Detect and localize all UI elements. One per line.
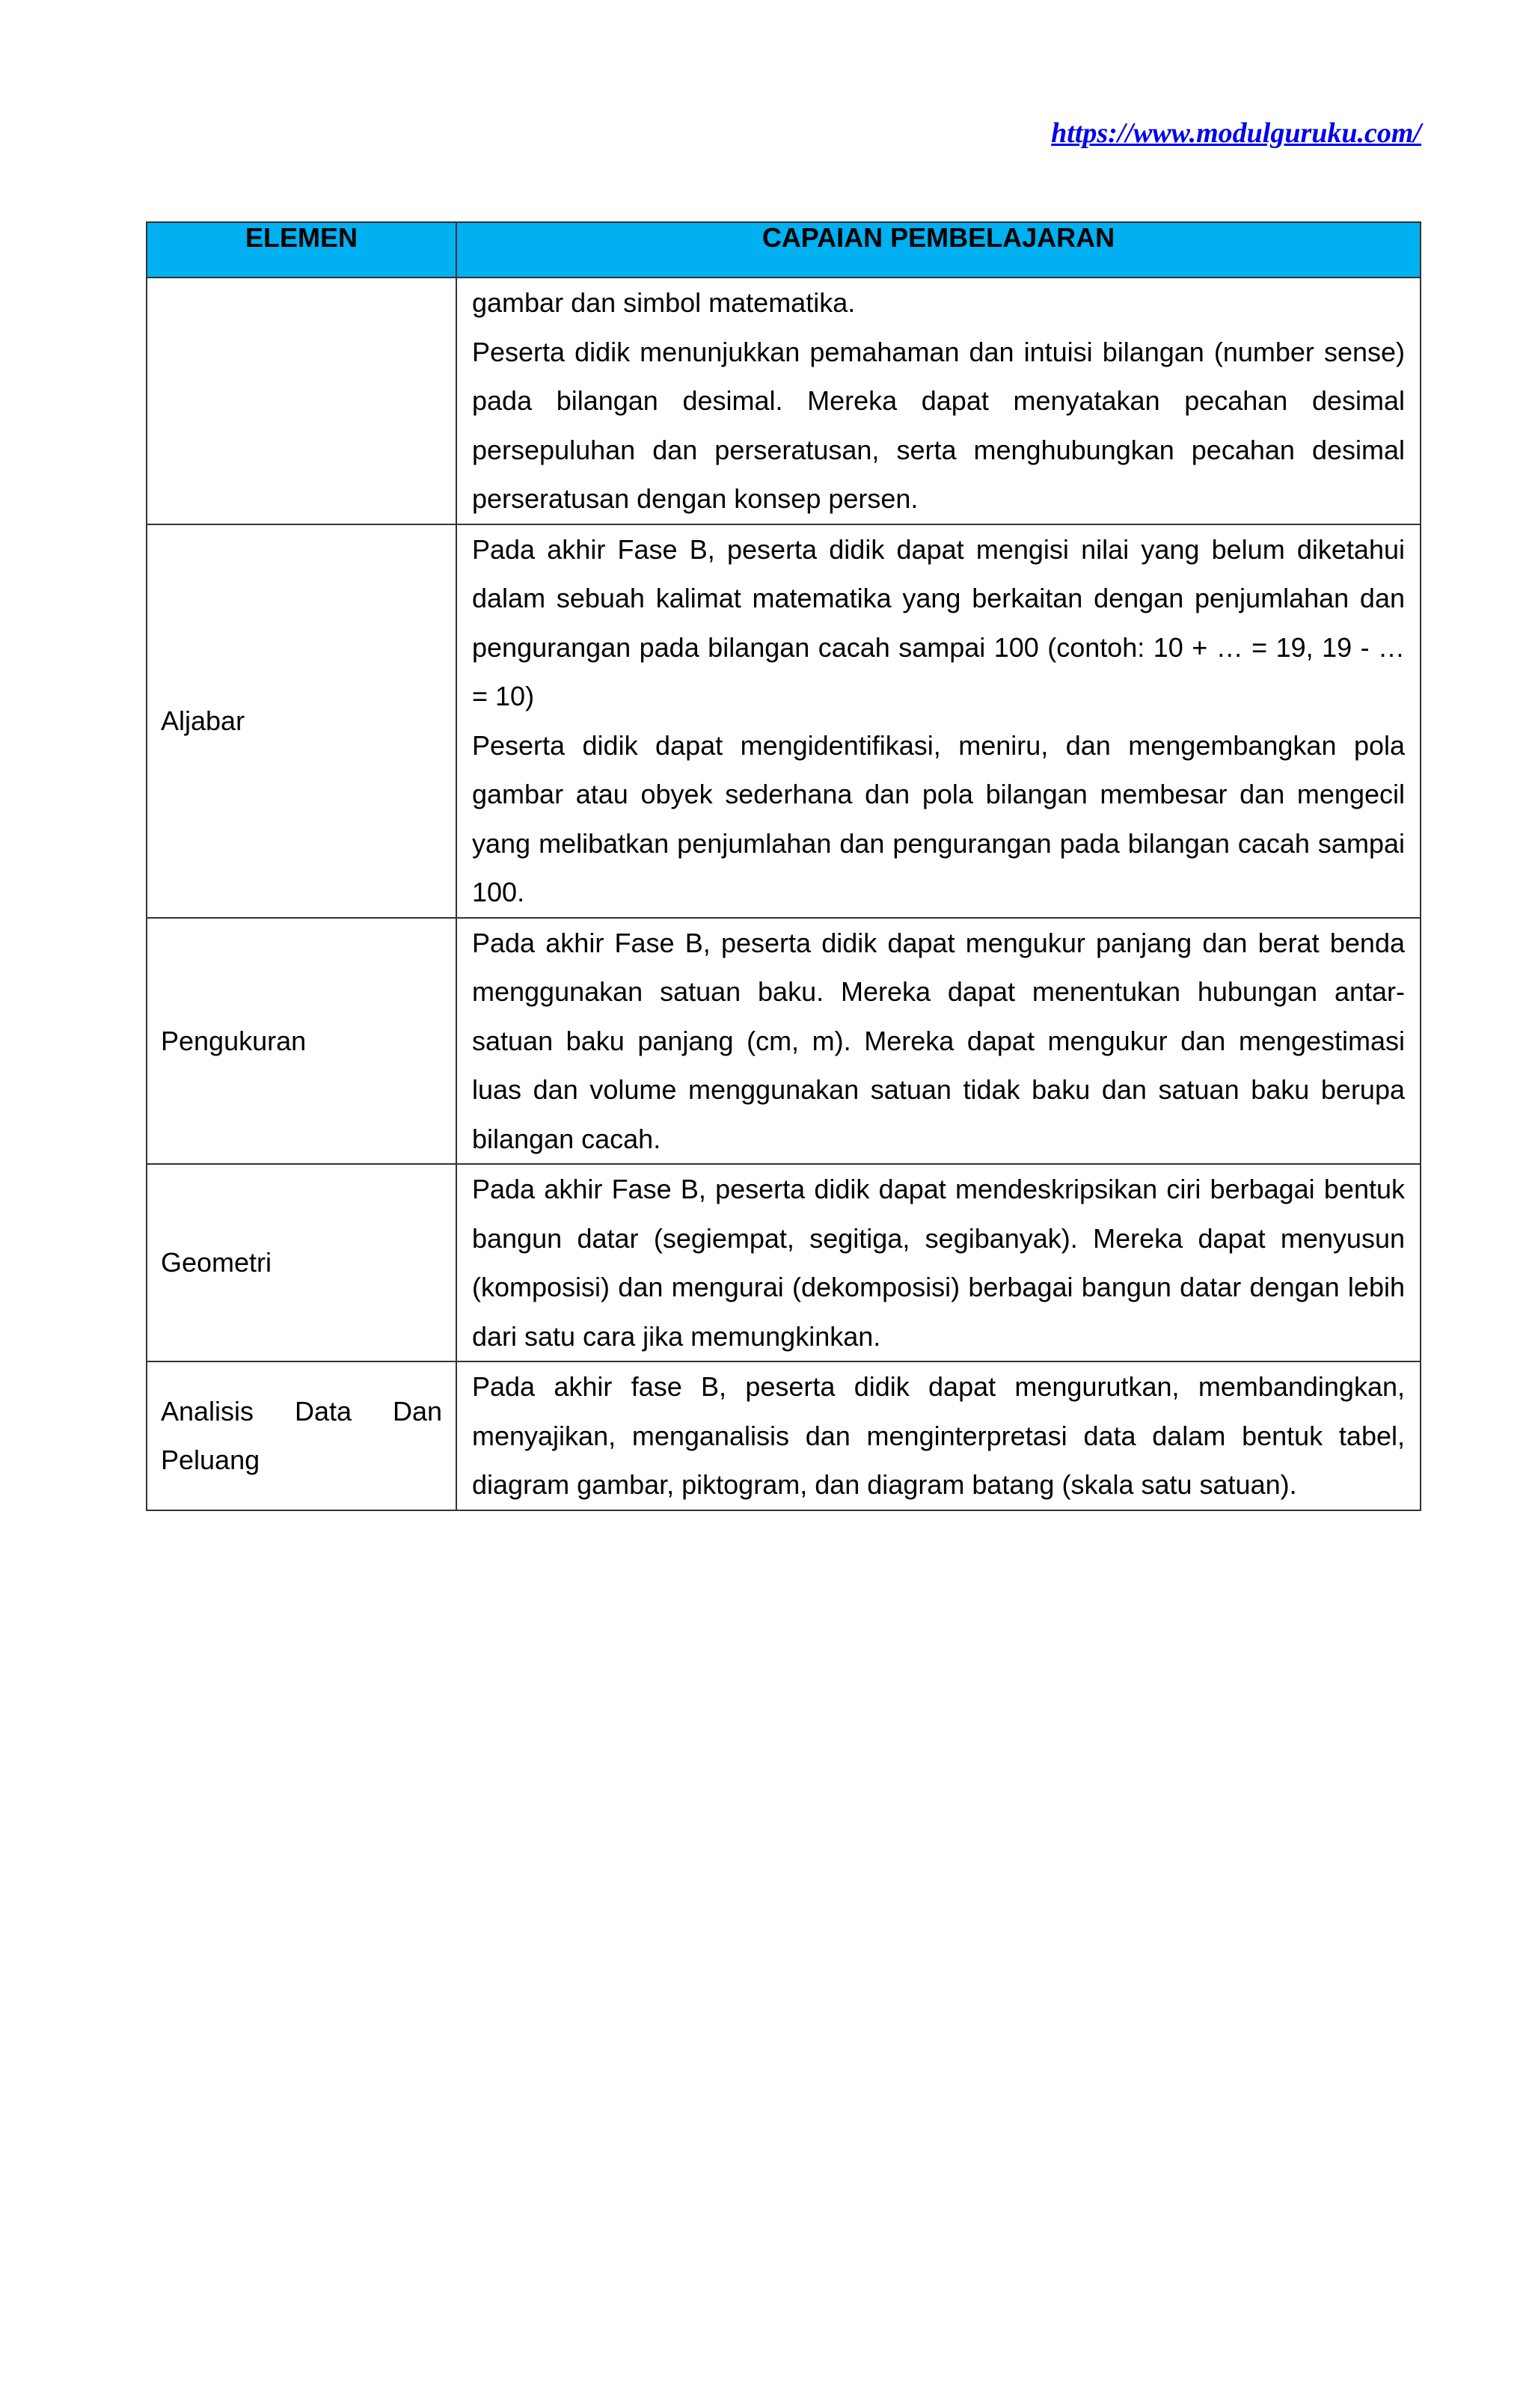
table-row	[147, 278, 1421, 524]
column-header-capaian: CAPAIAN PEMBELAJARAN	[456, 222, 1421, 278]
description-cell	[456, 1361, 1421, 1510]
description-paragraph: Pada akhir Fase B, peserta didik dapat mengisi nilai yang belum diketahui dalam sebuah kalimat matematika yang berkaitan dengan penjumlahan dan pengurangan pada bilangan cacah sampai 100 (contoh: 10 + … = 19, 19 - … = 10)	[472, 533, 1405, 711]
element-cell: Analisis Data Dan Peluang	[147, 1361, 456, 1510]
table-row	[147, 524, 1421, 918]
description-paragraph: Peserta didik dapat mengidentifikasi, meniru, dan mengembangkan pola gambar atau obyek sederhana dan pola bilangan membesar dan mengecil yang melibatkan penjumlahan dan pengurangan pada bilangan cacah sampai 100.	[472, 729, 1405, 907]
description-cell	[456, 1164, 1421, 1361]
capaian-table	[146, 221, 1421, 1511]
description-cell	[456, 278, 1421, 524]
description-paragraph: Pada akhir fase B, peserta didik dapat mengurutkan, membandingkan, menyajikan, menganalisis dan menginterpretasi data dalam bentuk tabel, diagram gambar, piktogram, dan diagram batang (skala satu satuan).	[472, 1371, 1405, 1500]
table-row	[147, 918, 1421, 1165]
description-cell	[456, 524, 1421, 918]
description-paragraph: Pada akhir Fase B, peserta didik dapat mengukur panjang dan berat benda menggunakan satuan baku. Mereka dapat menentukan hubungan antar-satuan baku panjang (cm, m). Mereka dapat mengukur dan mengestimasi luas dan volume menggunakan satuan tidak baku dan satuan baku berupa bilangan cacah.	[472, 927, 1405, 1154]
column-header-elemen: ELEMEN	[147, 222, 456, 278]
table-row	[147, 1164, 1421, 1361]
description-cell	[456, 918, 1421, 1165]
description-paragraph: Pada akhir Fase B, peserta didik dapat mendeskripsikan ciri berbagai bentuk bangun datar (segiempat, segitiga, segibanyak). Mereka dapat menyusun (komposisi) dan mengurai (dekomposisi) berbagai bangun datar dengan lebih dari satu cara jika memungkinkan.	[472, 1174, 1405, 1352]
element-cell: Pengukuran	[147, 918, 456, 1165]
description-paragraph: gambar dan simbol matematika.	[472, 287, 856, 318]
description-paragraph: Peserta didik menunjukkan pemahaman dan intuisi bilangan (number sense) pada bilangan desimal. Mereka dapat menyatakan pecahan desimal persepuluhan dan perseratusan, serta menghubungkan pecahan desimal perseratusan dengan konsep persen.	[472, 336, 1405, 514]
table-header-row	[147, 222, 1421, 278]
element-cell: Aljabar	[147, 524, 456, 918]
header-url-link[interactable]: https://www.modulguruku.com/	[1051, 117, 1421, 149]
element-cell: Geometri	[147, 1164, 456, 1361]
table-row	[147, 1361, 1421, 1510]
element-cell	[147, 278, 456, 524]
